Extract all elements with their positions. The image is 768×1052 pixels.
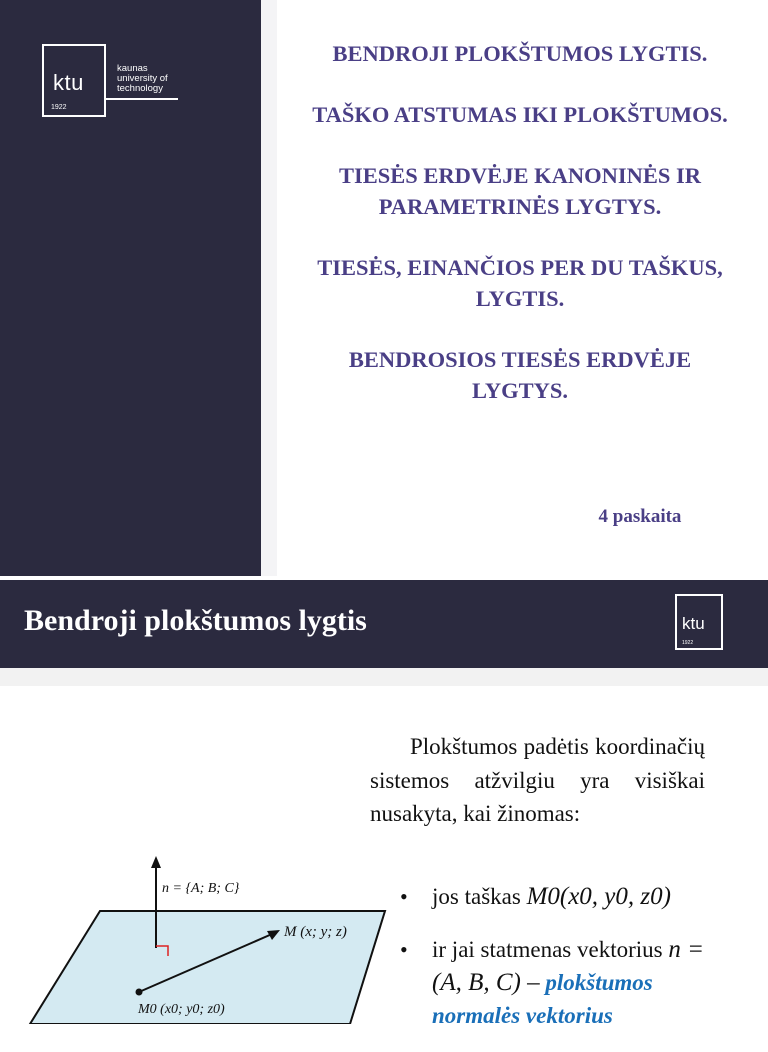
logo-mark: ktu — [682, 614, 705, 633]
m0-point — [136, 989, 143, 996]
logo-text-line: kaunas — [117, 63, 148, 74]
slide-header — [0, 580, 768, 668]
topic-point-plane-distance: TAŠKO ATSTUMAS IKI PLOKŠTUMOS. — [312, 102, 728, 127]
intro-paragraph: Plokštumos padėtis koordinačių sistemos atžvilgiu yra visiškai nusakyta, kai žinomas: — [370, 734, 705, 826]
logo-text — [117, 64, 168, 94]
list-item — [400, 880, 710, 913]
slide-title: Bendroji plokštumos lygtis — [24, 604, 367, 637]
topic-line-general: BENDROSIOS TIESĖS ERDVĖJE LYGTYS. — [348, 347, 692, 403]
m0-point-label: M0 (x0; y0; z0) — [138, 1002, 225, 1017]
ktu-logo — [42, 44, 106, 117]
normal-vector-term: plokštumos normalės vektorius — [432, 970, 653, 1028]
logo-underline — [106, 98, 178, 100]
slide-divider-strip — [261, 0, 277, 576]
bullet-text: ir jai statmenas vektorius — [432, 937, 663, 962]
conditions-list — [400, 880, 710, 1052]
normal-vector-label: n = {A; B; C} — [162, 881, 240, 896]
plane-diagram — [0, 850, 390, 1024]
topic-line-two-points: TIESĖS, EINANČIOS PER DU TAŠKUS, LYGTIS. — [317, 255, 723, 311]
list-item — [400, 933, 710, 1032]
logo-year: 1922 — [682, 640, 694, 646]
topic-line-canonical: TIESĖS ERDVĖJE KANONINĖS IR PARAMETRINĖS LYGTYS. — [339, 163, 701, 219]
header-band — [0, 668, 768, 686]
ktu-logo-small — [675, 594, 723, 650]
lecture-topics — [300, 38, 740, 436]
logo-text-line: university of — [117, 73, 168, 84]
point-formula: M0(x0, y0, z0) — [526, 883, 671, 910]
logo-year: 1922 — [51, 104, 67, 111]
logo-mark: ktu — [53, 70, 84, 95]
logo-text-line: technology — [117, 83, 163, 94]
lecture-number: 4 paskaita — [598, 506, 682, 527]
bullet-text: jos taškas — [432, 884, 521, 909]
normal-formula: n = (A, B, C) – — [432, 936, 704, 996]
normal-arrow-head — [151, 856, 161, 868]
m-point-label: M (x; y; z) — [284, 924, 347, 940]
topic-plane-equation: BENDROJI PLOKŠTUMOS LYGTIS. — [332, 41, 708, 66]
